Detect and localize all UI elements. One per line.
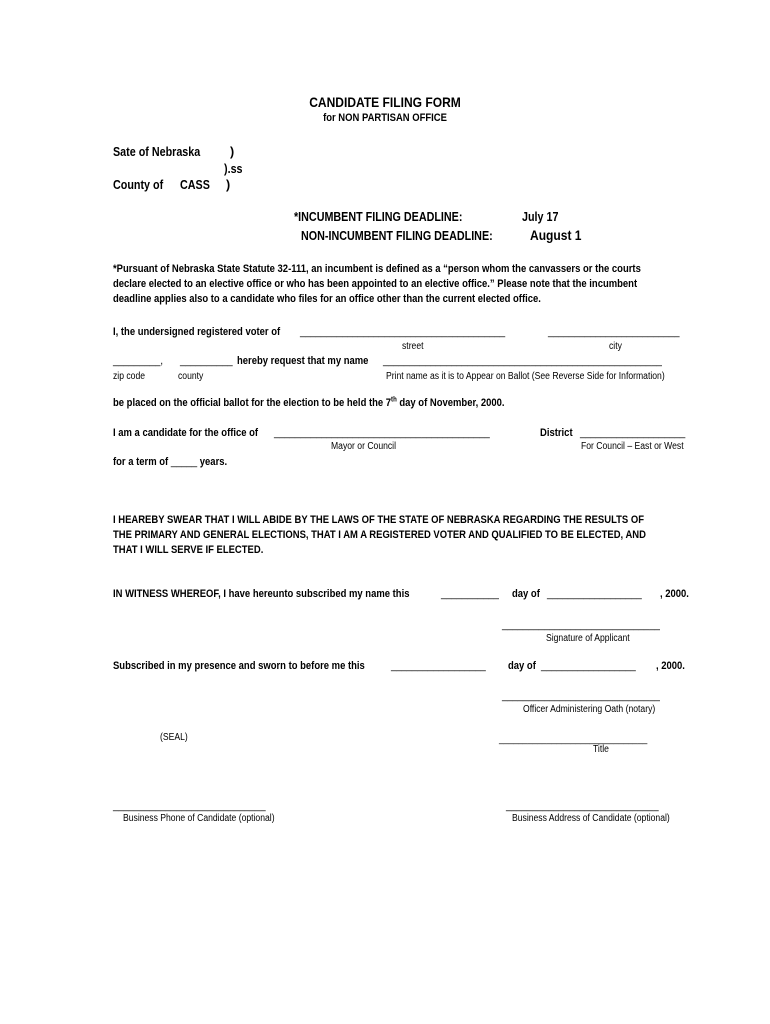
term-field[interactable]: _____ <box>170 456 198 468</box>
term-pre: for a term of <box>113 456 169 468</box>
zip-field[interactable]: _________, <box>113 355 163 367</box>
ballot-statement-sup: th <box>391 396 397 404</box>
street-label: street <box>402 341 424 352</box>
statute-note-line-3: deadline applies also to a candidate who files for an office other than the current elected office. <box>113 293 541 305</box>
term-line <box>113 456 227 468</box>
ballot-statement-pre: be placed on the official ballot for the election to be held the 7 <box>113 397 392 409</box>
incumbent-deadline-date: July 17 <box>522 210 559 224</box>
oath-line-3: THAT I WILL SERVE IF ELECTED. <box>113 544 264 556</box>
voter-intro: I, the undersigned registered voter of <box>113 326 281 338</box>
business-phone-label: Business Phone of Candidate (optional) <box>123 813 275 824</box>
city-field[interactable]: _________________________ <box>548 326 680 338</box>
city-label: city <box>609 341 622 352</box>
form-subtitle: for NON PARTISAN OFFICE <box>323 112 447 124</box>
term-post: years. <box>199 456 228 468</box>
business-address-field[interactable]: _____________________________ <box>506 800 659 812</box>
district-label: District <box>540 427 573 439</box>
seal-label: (SEAL) <box>160 732 188 743</box>
business-phone-field[interactable]: _____________________________ <box>113 800 266 812</box>
officer-field[interactable]: ______________________________ <box>502 690 660 702</box>
sworn-year: , 2000. <box>656 660 685 672</box>
venue-paren-2: ) <box>226 178 231 192</box>
zip-label: zip code <box>113 371 146 382</box>
witness-day-field[interactable]: ___________ <box>441 588 499 600</box>
title-label: Title <box>593 744 609 755</box>
oath-line-1: I HEAREBY SWEAR THAT I WILL ABIDE BY THE LAWS OF THE STATE OF NEBRASKA REGARDING THE RESULTS OF <box>113 514 645 526</box>
sworn-day-label: day of <box>508 660 536 672</box>
title-field[interactable]: _______________________________ <box>499 734 648 745</box>
venue-ss: ).ss <box>224 162 243 176</box>
signature-field[interactable]: ______________________________ <box>502 619 660 631</box>
request-text: hereby request that my name <box>237 355 369 367</box>
statute-note-line-1: *Pursuant of Nebraska State Statute 32-111, an incumbent is defined as a “person whom the canvassers or the courts <box>113 263 641 275</box>
county-label: County of <box>113 178 164 192</box>
ballot-name-hint: Print name as it is to Appear on Ballot (See Reverse Side for Information) <box>386 371 665 382</box>
incumbent-deadline-label: *INCUMBENT FILING DEADLINE: <box>294 210 463 224</box>
sworn-intro: Subscribed in my presence and sworn to before me this <box>113 660 365 672</box>
street-field[interactable]: _______________________________________ <box>300 326 506 338</box>
sworn-month-field[interactable]: __________________ <box>541 660 636 672</box>
witness-intro: IN WITNESS WHEREOF, I have hereunto subscribed my name this <box>113 588 410 600</box>
business-address-label: Business Address of Candidate (optional) <box>512 813 670 824</box>
statute-note-line-2: declare elected to an elective office or who has been appointed to an elective office.” Please note that the incumbent <box>113 278 638 290</box>
officer-label: Officer Administering Oath (notary) <box>523 704 656 715</box>
non-incumbent-deadline-label: NON-INCUMBENT FILING DEADLINE: <box>301 229 493 243</box>
ballot-name-field[interactable]: _____________________________________________________ <box>383 355 662 367</box>
ballot-statement <box>113 397 505 409</box>
office-hint: Mayor or Council <box>331 441 397 452</box>
district-hint: For Council – East or West <box>581 441 684 452</box>
witness-year: , 2000. <box>660 588 689 600</box>
office-intro: I am a candidate for the office of <box>113 427 259 439</box>
sworn-day-field[interactable]: __________________ <box>391 660 486 672</box>
ballot-statement-post: day of November, 2000. <box>399 397 505 409</box>
witness-day-label: day of <box>512 588 540 600</box>
state-line: Sate of Nebraska <box>113 145 201 159</box>
county-name: CASS <box>180 178 210 192</box>
witness-month-field[interactable]: __________________ <box>547 588 642 600</box>
county-label-small: county <box>178 371 204 382</box>
signature-label: Signature of Applicant <box>546 633 630 644</box>
form-title: CANDIDATE FILING FORM <box>309 94 461 110</box>
district-field[interactable]: ____________________ <box>580 427 686 439</box>
non-incumbent-deadline-date: August 1 <box>530 227 582 243</box>
venue-paren-1: ) <box>230 145 235 159</box>
county-field[interactable]: __________ <box>180 355 233 367</box>
office-field[interactable]: _________________________________________ <box>274 427 490 439</box>
oath-line-2: THE PRIMARY AND GENERAL ELECTIONS, THAT I AM A REGISTERED VOTER AND QUALIFIED TO BE ELECTED, AND <box>113 529 646 541</box>
